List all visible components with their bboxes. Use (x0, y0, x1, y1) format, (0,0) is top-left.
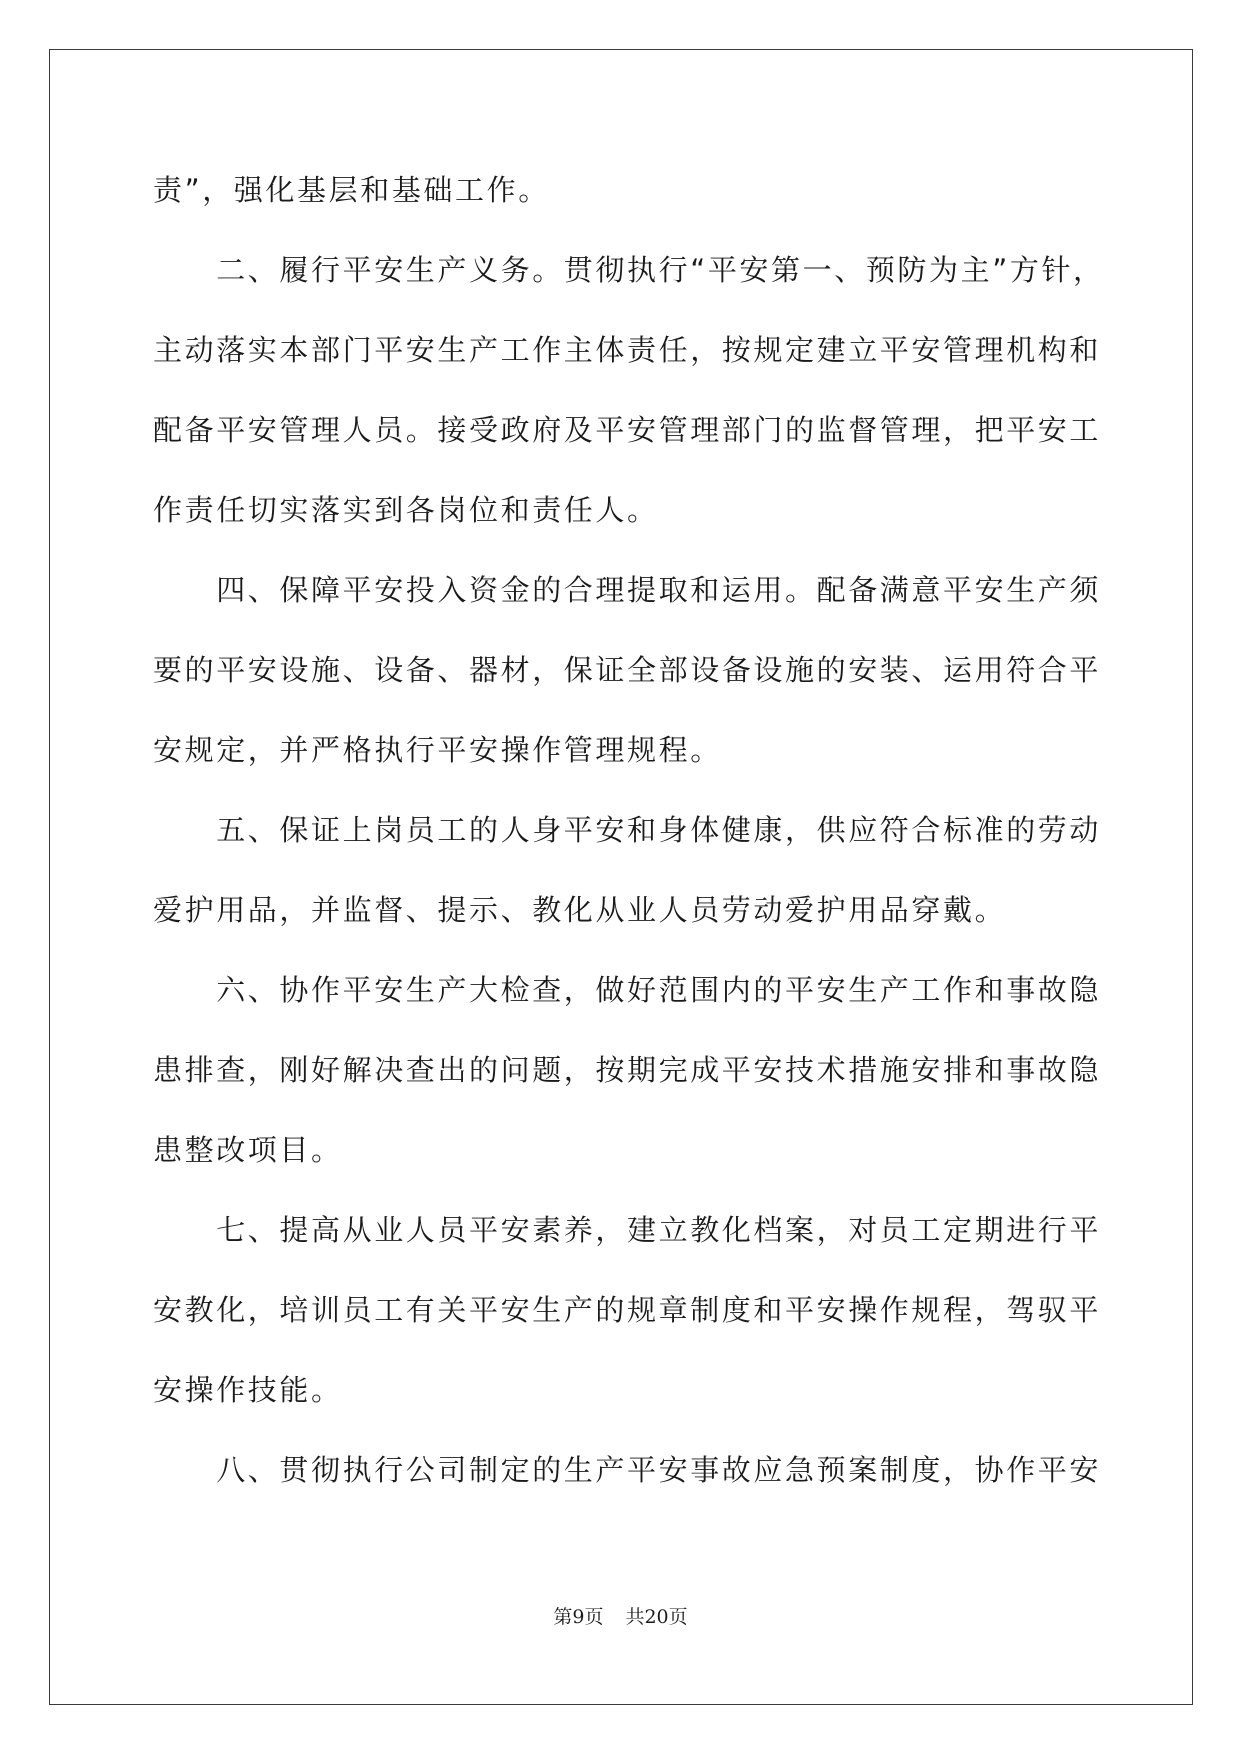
text-line: 安操作技能。 (153, 1373, 343, 1407)
text-line: 爱护用品，并监督、提示、教化从业人员劳动爱护用品穿戴。 (153, 893, 1007, 927)
page-total: 共20页 (625, 1606, 688, 1628)
text-line: 七、提高从业人员平安素养，建立教化档案，对员工定期进行平 (153, 1213, 1102, 1247)
text-line: 责”，强化基层和基础工作。 (153, 173, 550, 207)
text-line: 配备平安管理人员。接受政府及平安管理部门的监督管理，把平安工 (153, 413, 1102, 447)
text-line: 安规定，并严格执行平安操作管理规程。 (153, 733, 722, 767)
text-line: 五、保证上岗员工的人身平安和身体健康，供应符合标准的劳动 (153, 813, 1102, 847)
text-line: 要的平安设施、设备、器材，保证全部设备设施的安装、运用符合平 (153, 653, 1102, 687)
page-footer (0, 1604, 1241, 1630)
text-line: 六、协作平安生产大检查，做好范围内的平安生产工作和事故隐 (153, 973, 1102, 1007)
page-number: 第9页 (553, 1606, 604, 1628)
text-line: 安教化，培训员工有关平安生产的规章制度和平安操作规程，驾驭平 (153, 1293, 1102, 1327)
text-line: 患整改项目。 (153, 1133, 343, 1167)
text-line: 主动落实本部门平安生产工作主体责任，按规定建立平安管理机构和 (153, 333, 1102, 367)
text-line: 八、贯彻执行公司制定的生产平安事故应急预案制度，协作平安 (153, 1453, 1102, 1487)
text-line: 四、保障平安投入资金的合理提取和运用。配备满意平安生产须 (153, 573, 1102, 607)
text-line: 患排查，刚好解决查出的问题，按期完成平安技术措施安排和事故隐 (153, 1053, 1102, 1087)
text-line: 作责任切实落实到各岗位和责任人。 (153, 493, 659, 527)
text-line: 二、履行平安生产义务。贯彻执行“平安第一、预防为主”方针， (153, 253, 1105, 287)
